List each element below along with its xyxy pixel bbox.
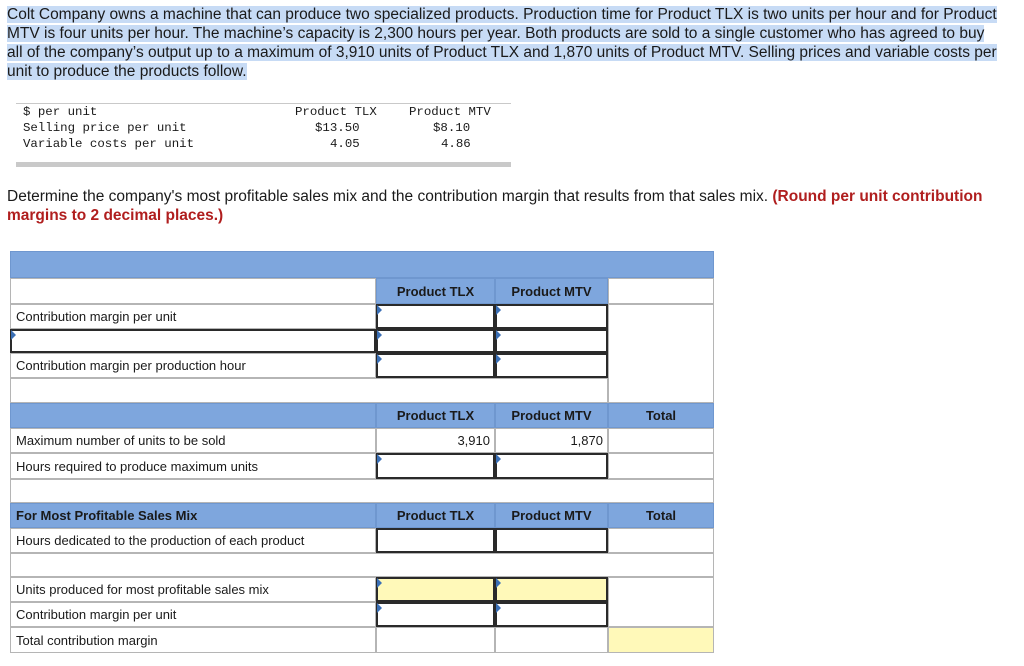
col-header-tlx: Product TLX: [376, 503, 495, 528]
input-hours-dedicated-mtv[interactable]: [495, 528, 608, 553]
input-units-produced-tlx[interactable]: [376, 577, 495, 602]
blank-cell: [376, 627, 495, 653]
input-cm-per-unit-2-tlx[interactable]: [376, 602, 495, 627]
input-marker-icon: [377, 354, 382, 364]
given-col-mtv: Product MTV: [409, 105, 491, 119]
label-cm-per-unit: Contribution margin per unit: [10, 304, 376, 329]
blank-cell: [10, 378, 608, 403]
col-header-tlx: Product TLX: [376, 403, 495, 428]
label-cm-per-hour: Contribution margin per production hour: [10, 353, 376, 378]
col-header-mtv: Product MTV: [495, 403, 608, 428]
input-total-cm[interactable]: [608, 627, 714, 653]
col-header-mtv: Product MTV: [495, 278, 608, 304]
instruction: [7, 187, 997, 225]
problem-text: Colt Company owns a machine that can produce two specialized products. Production time for Product TLX is two units per hour and for Product MTV is four units per hour. The machine’s capacity is 2,300 hours per year. Both products are sold to a single customer who has agreed to buy all of the company’s output up to a maximum of 3,910 units of Product TLX and 1,870 units of Product MTV. Selling prices and variable costs per unit to produce the products follow.: [7, 6, 997, 80]
section-header: [10, 403, 376, 428]
given-label-selling: Selling price per unit: [23, 121, 187, 135]
col-header-mtv: Product MTV: [495, 503, 608, 528]
input-marker-icon: [496, 305, 501, 315]
given-data-table: [16, 103, 511, 167]
input-marker-icon: [496, 354, 501, 364]
max-units-tlx: 3,910: [376, 428, 495, 453]
input-hours-required-tlx[interactable]: [376, 453, 495, 479]
input-marker-icon: [496, 603, 501, 613]
input-hours-required-mtv[interactable]: [495, 453, 608, 479]
input-cm-per-unit-tlx[interactable]: [376, 304, 495, 329]
input-marker-icon: [377, 578, 382, 588]
input-cm-per-hour-tlx[interactable]: [376, 353, 495, 378]
input-extra-mtv[interactable]: [495, 329, 608, 353]
input-hours-dedicated-tlx[interactable]: [376, 528, 495, 553]
input-extra-tlx[interactable]: [376, 329, 495, 353]
blank-cell: [495, 627, 608, 653]
given-tlx-selling: $13.50: [315, 121, 360, 135]
answer-grid: [10, 251, 714, 656]
input-marker-icon: [377, 305, 382, 315]
blank-cell: [608, 453, 714, 479]
label-hours-dedicated: Hours dedicated to the production of each product: [10, 528, 376, 553]
label-units-produced: Units produced for most profitable sales mix: [10, 577, 376, 602]
input-cm-per-unit-mtv[interactable]: [495, 304, 608, 329]
input-marker-icon: [377, 454, 382, 464]
input-cm-per-unit-2-mtv[interactable]: [495, 602, 608, 627]
instruction-emphasis: (Round per unit contribution margins to 2 decimal places.): [7, 188, 983, 224]
instruction-text: Determine the company's most profitable sales mix and the contribution margin that results from that sales mix.: [7, 188, 773, 205]
col-header-total: Total: [608, 503, 714, 528]
input-marker-icon: [496, 330, 501, 340]
input-cm-per-hour-mtv[interactable]: [495, 353, 608, 378]
blank-cell: [10, 278, 376, 304]
input-units-produced-mtv[interactable]: [495, 577, 608, 602]
label-hours-required: Hours required to produce maximum units: [10, 453, 376, 479]
blank-cell: [608, 428, 714, 453]
given-mtv-variable: 4.86: [441, 137, 471, 151]
label-total-cm: Total contribution margin: [10, 627, 376, 653]
blank-cell: [608, 577, 714, 627]
given-col-tlx: Product TLX: [295, 105, 377, 119]
input-marker-icon: [377, 330, 382, 340]
blank-cell: [608, 278, 714, 304]
label-cm-per-unit-2: Contribution margin per unit: [10, 602, 376, 627]
input-marker-icon: [11, 330, 16, 340]
problem-statement: [7, 5, 997, 81]
blank-cell: [608, 304, 714, 403]
input-marker-icon: [496, 454, 501, 464]
max-units-mtv: 1,870: [495, 428, 608, 453]
label-max-units: Maximum number of units to be sold: [10, 428, 376, 453]
given-tlx-variable: 4.05: [330, 137, 360, 151]
input-marker-icon: [377, 603, 382, 613]
section-most-profitable: For Most Profitable Sales Mix: [10, 503, 376, 528]
col-header-total: Total: [608, 403, 714, 428]
input-row-label[interactable]: [10, 329, 376, 353]
blank-cell: [608, 528, 714, 553]
input-marker-icon: [496, 578, 501, 588]
header-bar: [10, 251, 714, 278]
blank-cell: [10, 553, 714, 577]
given-label-variable: Variable costs per unit: [23, 137, 195, 151]
given-mtv-selling: $8.10: [433, 121, 471, 135]
col-header-tlx: Product TLX: [376, 278, 495, 304]
given-row-header: $ per unit: [23, 105, 98, 119]
blank-cell: [10, 479, 714, 503]
